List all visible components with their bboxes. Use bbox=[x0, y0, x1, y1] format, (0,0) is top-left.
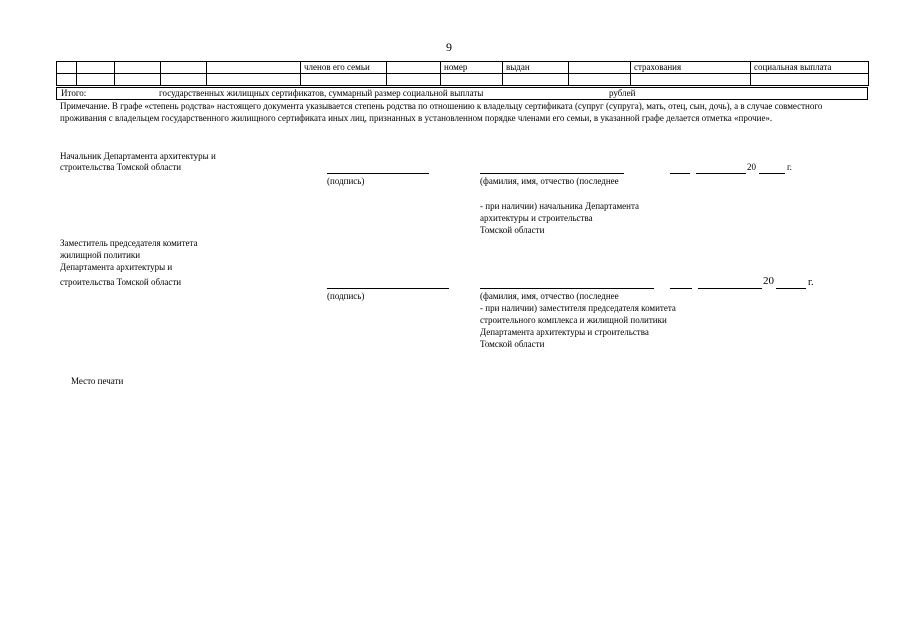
name-caption: Томской области bbox=[480, 339, 545, 349]
certificates-table bbox=[56, 61, 869, 86]
table-cell bbox=[77, 62, 115, 74]
date-month-line bbox=[696, 173, 746, 174]
table-row bbox=[57, 62, 869, 74]
name-caption: (фамилия, имя, отчество (последнее bbox=[480, 176, 619, 186]
name-caption: строительного комплекса и жилищной политики bbox=[480, 315, 667, 325]
stamp-place-label: Место печати bbox=[71, 376, 124, 386]
date-day-line bbox=[670, 173, 690, 174]
signer2-title-line4: строительства Томской области bbox=[60, 277, 182, 287]
table-cell bbox=[115, 62, 161, 74]
table-cell bbox=[207, 62, 301, 74]
totals-summary: государственных жилищных сертификатов, суммарный размер социальной выплаты bbox=[159, 88, 484, 98]
table-cell bbox=[441, 74, 503, 86]
name-line bbox=[480, 173, 624, 174]
date-year-prefix: 20 bbox=[763, 275, 774, 287]
table-cell bbox=[115, 74, 161, 86]
table-row bbox=[57, 74, 869, 86]
table-cell bbox=[57, 62, 77, 74]
totals-currency: рублей bbox=[609, 88, 636, 98]
name-caption: Департамента архитектуры и строительства bbox=[480, 327, 649, 337]
name-line bbox=[480, 288, 654, 289]
date-year-line bbox=[776, 288, 806, 289]
table-cell bbox=[387, 62, 441, 74]
table-cell: номер bbox=[441, 62, 503, 74]
table-cell bbox=[631, 74, 751, 86]
table-cell bbox=[503, 74, 569, 86]
date-suffix: г. bbox=[787, 162, 792, 172]
signer2-title-line2: жилищной политики bbox=[60, 250, 141, 260]
name-caption: - при наличии) начальника Департамента bbox=[480, 201, 640, 211]
date-suffix: г. bbox=[808, 277, 814, 288]
date-day-line bbox=[670, 288, 692, 289]
table-cell: страхования bbox=[631, 62, 751, 74]
signature-line bbox=[327, 173, 429, 174]
signature-caption: (подпись) bbox=[327, 176, 365, 186]
table-cell bbox=[301, 74, 387, 86]
name-caption: (фамилия, имя, отчество (последнее bbox=[480, 291, 619, 301]
signer2-title-line3: Департамента архитектуры и bbox=[60, 262, 173, 272]
page-number: 9 bbox=[446, 40, 452, 54]
signer1-title-line2: строительства Томской области bbox=[60, 162, 182, 172]
signer2-title-line1: Заместитель председателя комитета bbox=[60, 238, 198, 248]
name-caption: - при наличии) заместителя председателя комитета bbox=[480, 303, 676, 313]
table-cell: членов его семьи bbox=[301, 62, 387, 74]
table-cell: социальная выплата bbox=[751, 62, 869, 74]
date-month-line bbox=[698, 288, 762, 289]
date-year-prefix: 20 bbox=[747, 162, 756, 172]
name-caption: Томской области bbox=[480, 225, 545, 235]
table-cell bbox=[161, 62, 207, 74]
name-caption: архитектуры и строительства bbox=[480, 213, 593, 223]
totals-label: Итого: bbox=[61, 88, 87, 98]
table-cell bbox=[57, 74, 77, 86]
signature-line bbox=[327, 288, 449, 289]
table-cell bbox=[569, 62, 631, 74]
table-cell: выдан bbox=[503, 62, 569, 74]
date-year-line bbox=[759, 173, 785, 174]
table-cell bbox=[387, 74, 441, 86]
table-cell bbox=[751, 74, 869, 86]
note-paragraph: Примечание. В графе «степень родства» настоящего документа указывается степень родства по отношению к владельцу сертификата (супруг (супруга), мать, отец, сын, дочь), а в случае совместного проживания с владельцем государственного жилищного сертификата иных лиц, признанных в установленном порядке членами его семьи, в указанной графе делается отметка «прочие». bbox=[60, 101, 823, 123]
totals-row bbox=[56, 87, 868, 100]
table-cell bbox=[569, 74, 631, 86]
signature-caption: (подпись) bbox=[327, 291, 365, 301]
signer1-title-line1: Начальник Департамента архитектуры и bbox=[60, 151, 216, 161]
table-cell bbox=[77, 74, 115, 86]
table-cell bbox=[207, 74, 301, 86]
table-cell bbox=[161, 74, 207, 86]
